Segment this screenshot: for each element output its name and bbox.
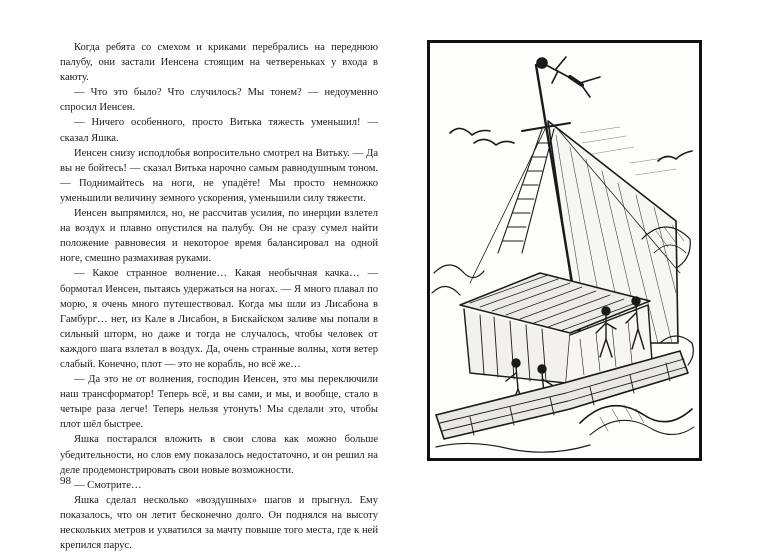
paragraph-7: — Да это не от волнения, господин Иенсен, это мы переключили наш трансформатор! Теперь всё, и вы сами, и мы, и вообще, стало в четыре раза легче! Теперь нельзя утонуть! Мы сделали это, чтобы плот шёл быстрее.: [60, 374, 378, 431]
paragraph-9: — Смотрите…: [74, 479, 142, 491]
raft-illustration: [427, 40, 702, 461]
text-block: [60, 40, 378, 553]
paragraph-3: — Ничего особенного, просто Витька тяжесть уменьшил! — сказал Яшка.: [60, 117, 378, 144]
boy-on-mast: [537, 57, 600, 97]
paragraph-1: Когда ребята со смехом и криками перебрались на переднюю палубу, они застали Иенсена стоящим на четвереньках у входа в каюту.: [60, 42, 378, 84]
paragraph-8: Яшка постарался вложить в свои слова как можно больше убедительности, но слов ему показалось недостаточно, и он решил на деле продемонстрировать свои новые возможности.: [60, 434, 378, 476]
paragraph-4: Иенсен снизу исподлобья вопросительно смотрел на Витьку. — Да вы не бойтесь! — сказал Витька нарочно самым равнодушным тоном. — Поднимайтесь на ноги, не упадёте! Мы просто немножко уменьшили величину земного ускорения, уменьшили силу тяжести.: [60, 147, 378, 204]
paragraph-2: — Что это было? Что случилось? Мы тонем? — недоуменно спросил Иенсен.: [60, 87, 378, 114]
paragraph-10: Яшка сделал несколько «воздушных» шагов и прыгнул. Ему показалось, что он летит бесконечно долго. Он поднялся на высоту нескольких метров и ухватился за мачту повыше того места, где к ней крепился парус.: [60, 494, 378, 552]
paragraph-6: — Какое странное волнение… Какая необычная качка… — бормотал Иенсен, пытаясь удержаться на ногах. — Я много плавал по морю, я очень много путешествовал. Когда мы шли из Лисабона в Гамбург… нет, из Кале в Лисабон, в Бискайском заливе мы попали в сильный шторм, но даже и тогда не случалось, чтобы человек от каждого шага взлетал в воздух. Да, очень странные волны, хотя ветер слабый. Конечно, плот — это не корабль, но всё же…: [60, 268, 378, 370]
left-page: [60, 40, 378, 552]
paragraph-5: Иенсен выпрямился, но, не рассчитав усилия, по инерции взлетел на воздух и плавно опустился на палубу. Он не сразу сумел найти положение равновесия и некоторое время балансировал на одной ноге, смешно размахивая руками.: [60, 208, 378, 265]
page-number: 98: [60, 475, 71, 487]
illustration-drawing: [430, 43, 699, 458]
